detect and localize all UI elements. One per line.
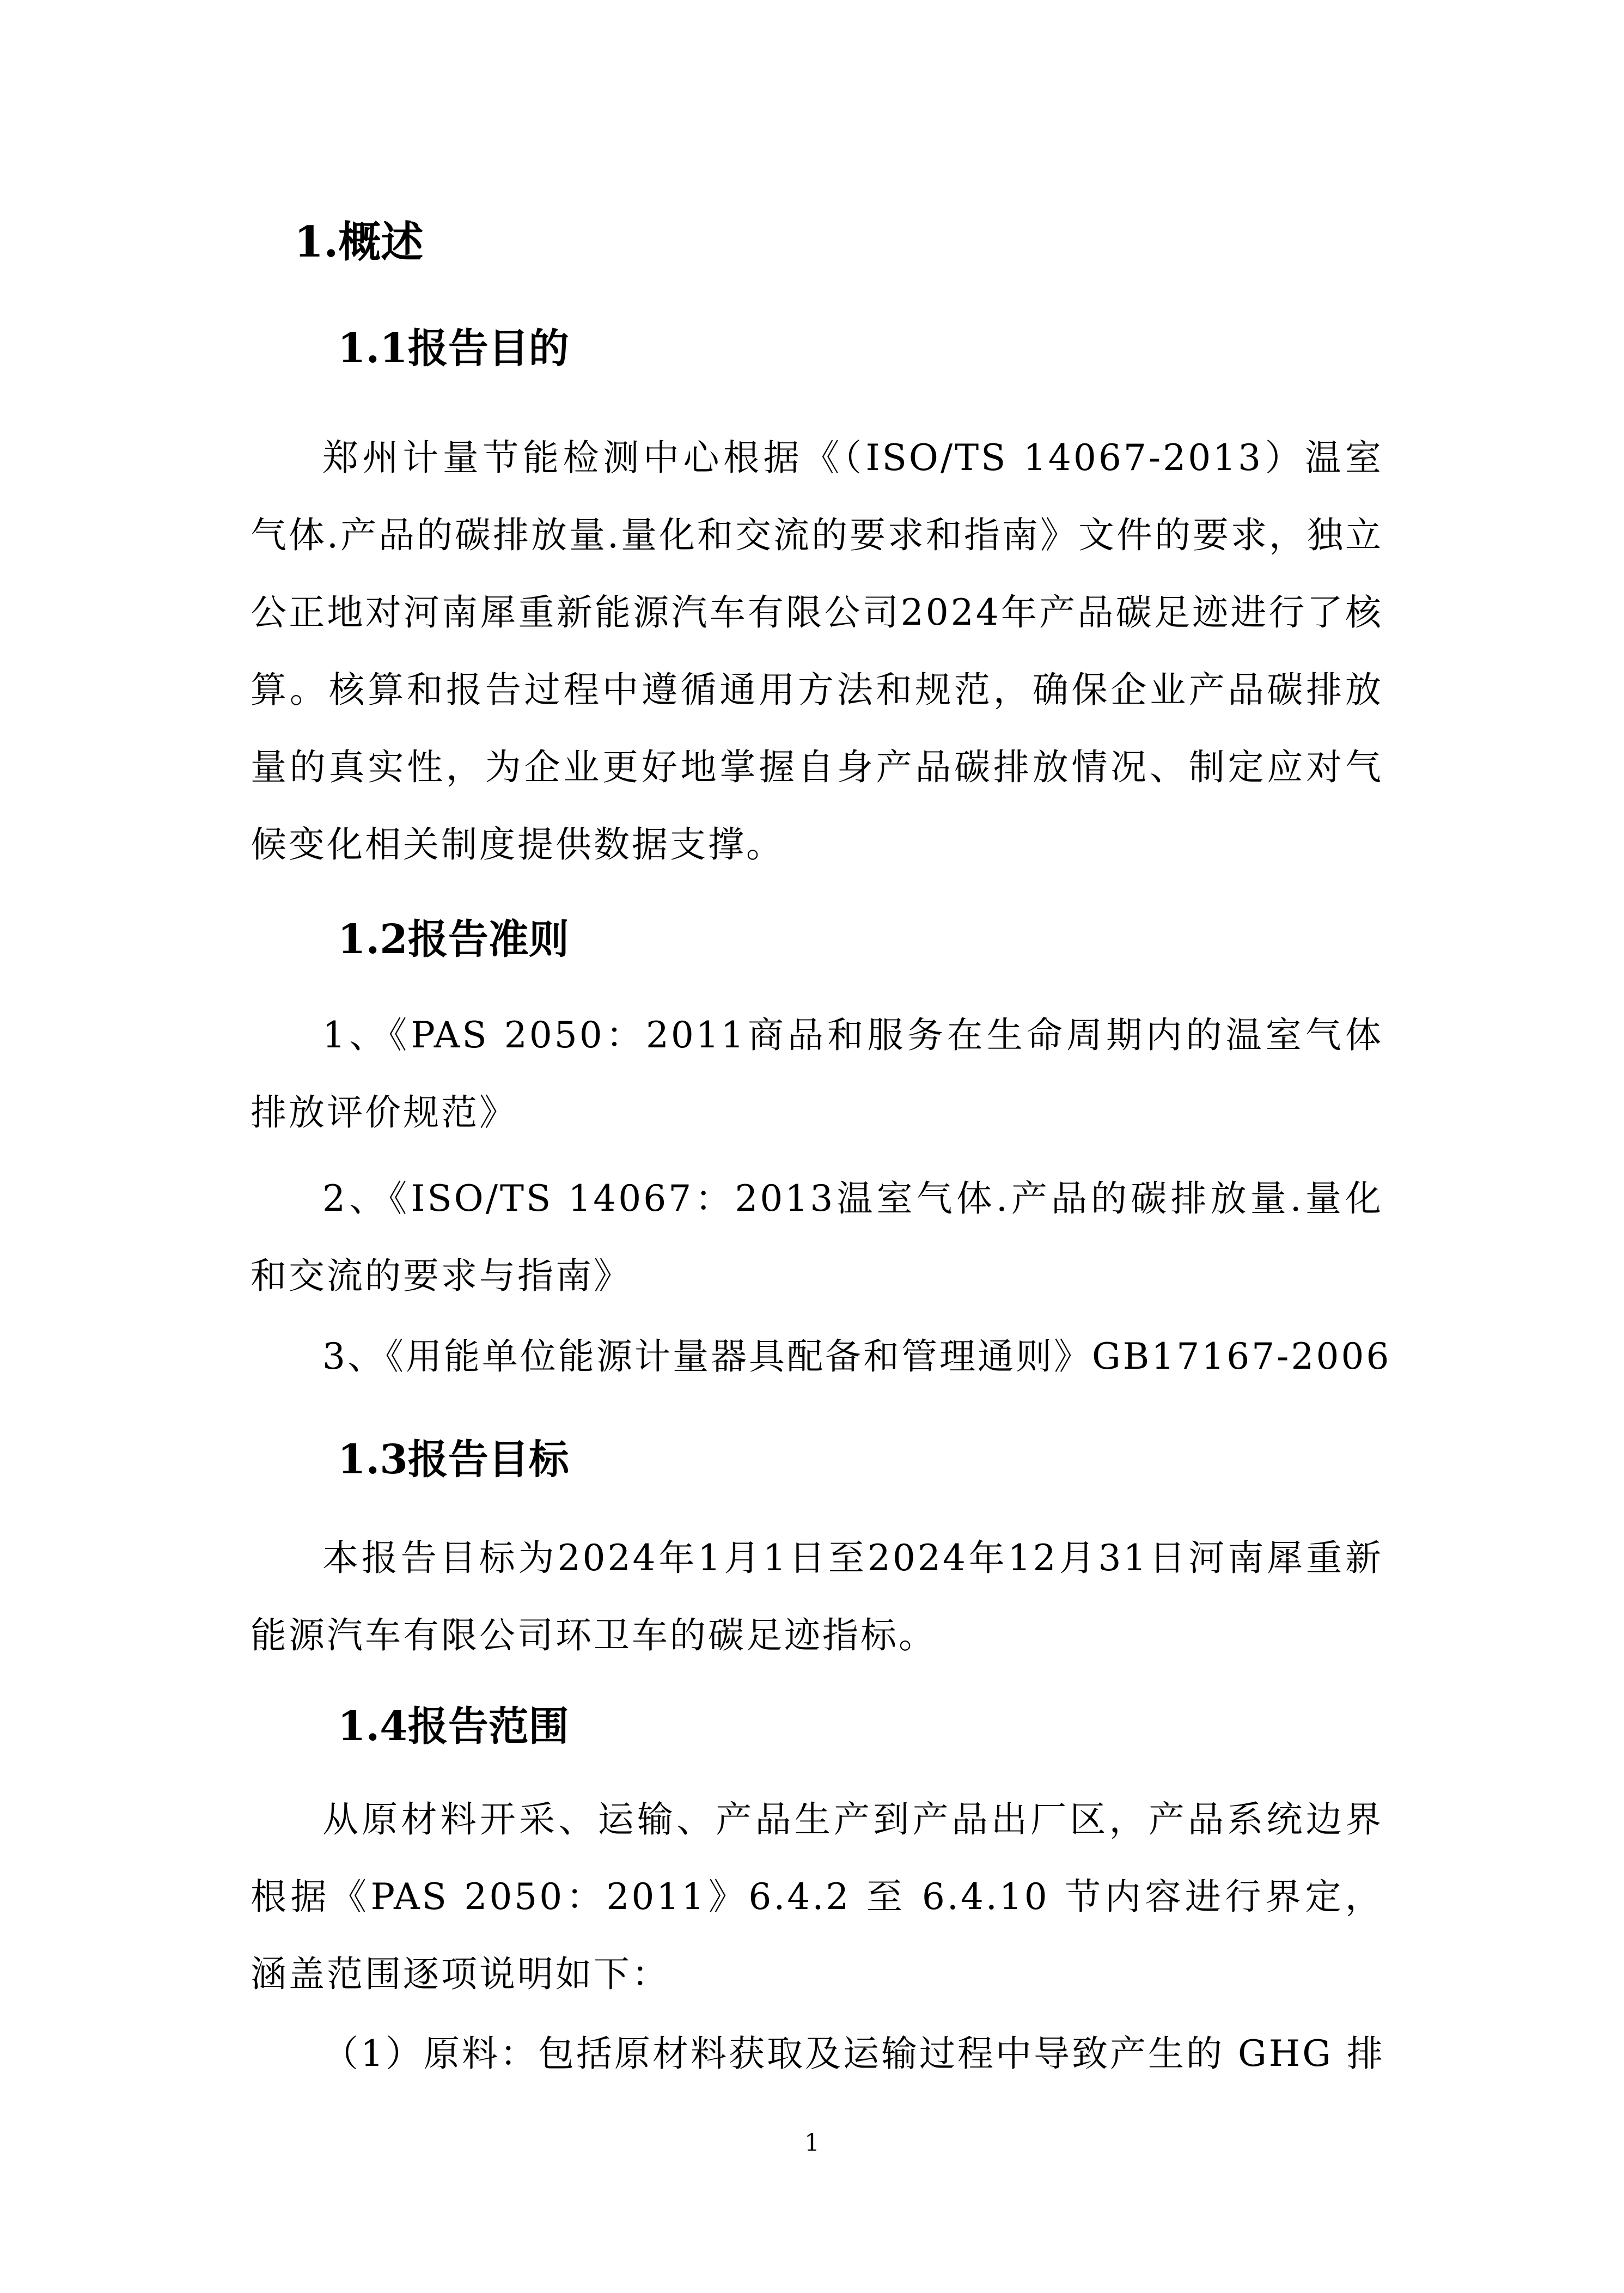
scope-item-raw-materials: （1）原料：包括原材料获取及运输过程中导致产生的 GHG 排 <box>322 2033 1385 2075</box>
criteria-item-3: 3、《用能单位能源计量器具配备和管理通则》GB17167-2006 <box>322 1335 1391 1377</box>
criteria-item-2: 2、《ISO/TS 14067：2013温室气体.产品的碳排放量.量化和交流的要求与指南》 <box>251 1178 1383 1297</box>
section-heading-report-scope: 1.4报告范围 <box>338 1703 569 1750</box>
section-heading-overview: 1.概述 <box>294 217 424 267</box>
criteria-item-1: 1、《PAS 2050：2011商品和服务在生命周期内的温室气体排放评价规范》 <box>251 1014 1383 1133</box>
section-heading-report-target: 1.3报告目标 <box>338 1436 569 1483</box>
section-heading-report-criteria: 1.2报告准则 <box>338 916 569 963</box>
paragraph-report-target: 本报告目标为2024年1月1日至2024年12月31日河南犀重新能源汽车有限公司环卫车的碳足迹指标。 <box>251 1537 1383 1656</box>
paragraph-report-purpose: 郑州计量节能检测中心根据《（ISO/TS 14067-2013）温室气体.产品的碳排放量.量化和交流的要求和指南》文件的要求，独立公正地对河南犀重新能源汽车有限公司2024年产品碳足迹进行了核算。核算和报告过程中遵循通用方法和规范，确保企业产品碳排放量的真实性，为企业更好地掌握自身产品碳排放情况、制定应对气候变化相关制度提供数据支撑。 <box>251 437 1383 865</box>
section-heading-report-purpose: 1.1报告目的 <box>338 325 569 372</box>
page-number: 1 <box>804 2129 820 2157</box>
paragraph-report-scope: 从原材料开采、运输、产品生产到产品出厂区，产品系统边界根据《PAS 2050：2011》6.4.2 至 6.4.10 节内容进行界定，涵盖范围逐项说明如下： <box>251 1798 1383 1995</box>
